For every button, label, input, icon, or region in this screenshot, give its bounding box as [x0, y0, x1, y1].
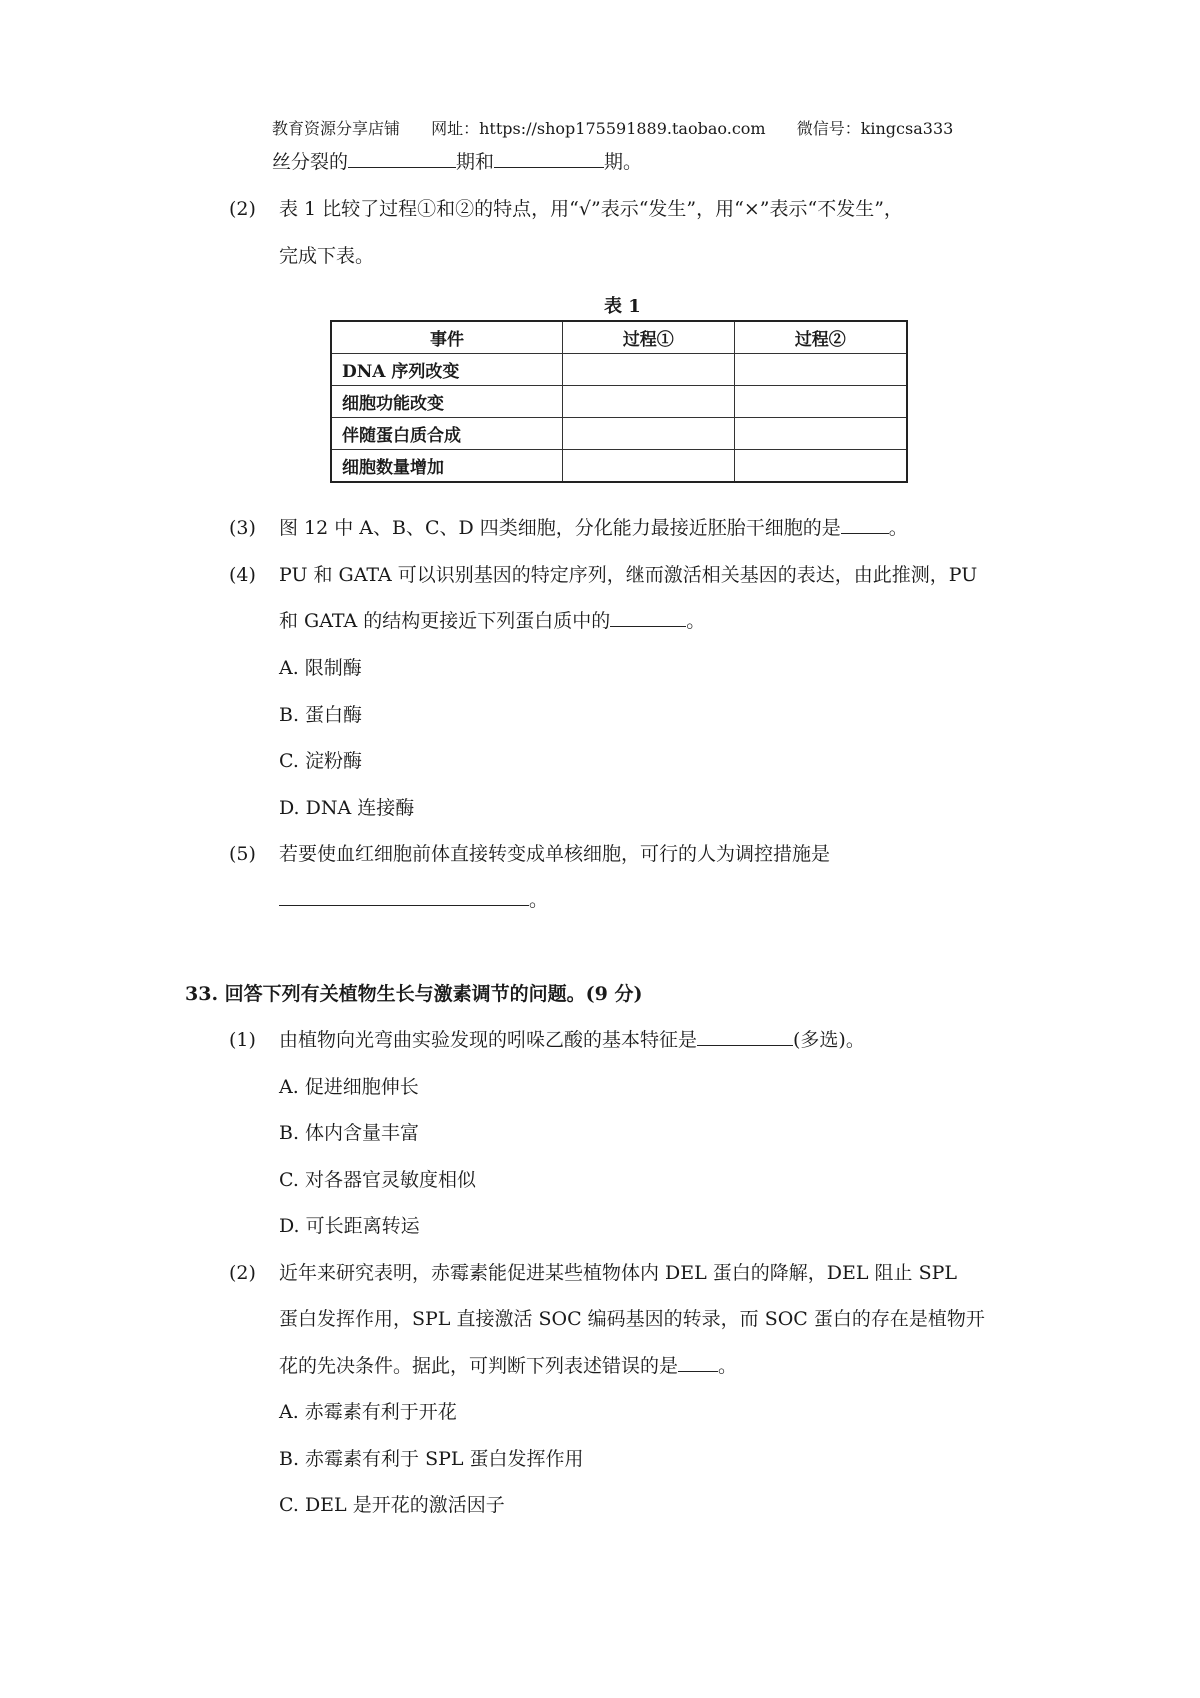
- q33-2-option: A. 赤霉素有利于开花: [279, 1401, 457, 1423]
- answer-blank: [494, 151, 604, 168]
- header-url: 网址：https://shop175591889.taobao.com: [431, 119, 766, 138]
- answer-blank: [610, 610, 686, 627]
- q33-2-number: (2): [229, 1262, 256, 1284]
- row-label: 伴随蛋白质合成: [331, 418, 563, 450]
- q3-number: (3): [229, 517, 256, 539]
- table-row: [331, 354, 907, 386]
- q33-2-text: 近年来研究表明，赤霉素能促进某些植物体内 DEL 蛋白的降解，DEL 阻止 SPL: [279, 1262, 958, 1284]
- q4-line2: [279, 610, 705, 632]
- answer-cell: [563, 418, 735, 450]
- table-row: [331, 450, 907, 483]
- q33-1-number: (1): [229, 1029, 256, 1051]
- answer-blank: [697, 1029, 793, 1046]
- row-label: 细胞功能改变: [331, 386, 563, 418]
- page-header: [272, 116, 979, 139]
- q2-line2: 完成下表。: [279, 245, 375, 267]
- q33-2-option: C. DEL 是开花的激活因子: [279, 1494, 505, 1516]
- table-caption: 表 1: [604, 296, 641, 317]
- table-header-cell: 过程②: [734, 321, 907, 354]
- answer-blank: [678, 1355, 718, 1372]
- q33-1-option: D. 可长距离转运: [279, 1215, 420, 1237]
- answer-cell: [734, 386, 907, 418]
- answer-blank: [348, 151, 456, 168]
- q33-1-line: [229, 1029, 865, 1051]
- answer-blank: [279, 889, 529, 906]
- q5-answer-line: [279, 889, 548, 911]
- q33-1-option: B. 体内含量丰富: [279, 1122, 420, 1144]
- continuation-suffix: 期。: [604, 151, 643, 173]
- q5-line: [229, 843, 830, 865]
- q33-2-option: B. 赤霉素有利于 SPL 蛋白发挥作用: [279, 1448, 584, 1470]
- q3-line: [229, 517, 908, 539]
- answer-cell: [563, 386, 735, 418]
- q5-text: 若要使血红细胞前体直接转变成单核细胞，可行的人为调控措施是: [279, 843, 831, 865]
- continuation-prefix: 丝分裂的: [272, 151, 349, 173]
- q33-1-option: C. 对各器官灵敏度相似: [279, 1169, 476, 1191]
- q4-option: D. DNA 连接酶: [279, 797, 415, 819]
- header-wechat: 微信号：kingcsa333: [796, 119, 954, 138]
- q4-text2: 和 GATA 的结构更接近下列蛋白质中的: [279, 610, 611, 632]
- q33-2-end: 。: [718, 1355, 738, 1377]
- table-header-row: [331, 321, 907, 354]
- header-shop: 教育资源分享店铺: [272, 119, 401, 138]
- answer-cell: [734, 418, 907, 450]
- q33-title: 33. 回答下列有关植物生长与激素调节的问题。(9 分): [185, 983, 643, 1005]
- row-label: 细胞数量增加: [331, 450, 563, 483]
- q3-text: 图 12 中 A、B、C、D 四类细胞，分化能力最接近胚胎干细胞的是: [279, 517, 841, 539]
- q5-end: 。: [529, 889, 549, 911]
- table-header-cell: 事件: [331, 321, 563, 354]
- q33-2-line1: [229, 1262, 957, 1284]
- answer-cell: [734, 450, 907, 483]
- q2-line1: [229, 198, 903, 220]
- q33-1-end: (多选)。: [793, 1029, 865, 1051]
- q33-2-line3: [279, 1355, 737, 1377]
- q4-option: A. 限制酶: [279, 657, 362, 679]
- table-header-cell: 过程①: [563, 321, 735, 354]
- table-row: [331, 386, 907, 418]
- q5-number: (5): [229, 843, 256, 865]
- continuation-mid: 期和: [456, 151, 495, 173]
- q4-end: 。: [686, 610, 706, 632]
- comparison-table: [330, 320, 908, 483]
- q4-option: B. 蛋白酶: [279, 704, 363, 726]
- answer-blank: [841, 517, 889, 534]
- q33-2-text3: 花的先决条件。据此，可判断下列表述错误的是: [279, 1355, 679, 1377]
- continuation-line: [272, 151, 642, 173]
- table-row: [331, 418, 907, 450]
- q4-line1: [229, 564, 977, 586]
- q4-number: (4): [229, 564, 256, 586]
- q33-2-line2: 蛋白发挥作用，SPL 直接激活 SOC 编码基因的转录，而 SOC 蛋白的存在是植物开: [279, 1308, 985, 1330]
- answer-cell: [563, 354, 735, 386]
- q4-text: PU 和 GATA 可以识别基因的特定序列，继而激活相关基因的表达，由此推测，PU: [279, 564, 978, 586]
- row-label: DNA 序列改变: [331, 354, 563, 386]
- q33-1-text: 由植物向光弯曲实验发现的吲哚乙酸的基本特征是: [279, 1029, 698, 1051]
- q33-1-option: A. 促进细胞伸长: [279, 1076, 419, 1098]
- answer-cell: [563, 450, 735, 483]
- q2-number: (2): [229, 198, 256, 220]
- q3-end: 。: [888, 517, 908, 539]
- q2-text: 表 1 比较了过程①和②的特点，用“√”表示“发生”，用“×”表示“不发生”，: [279, 198, 903, 220]
- answer-cell: [734, 354, 907, 386]
- q4-option: C. 淀粉酶: [279, 750, 362, 772]
